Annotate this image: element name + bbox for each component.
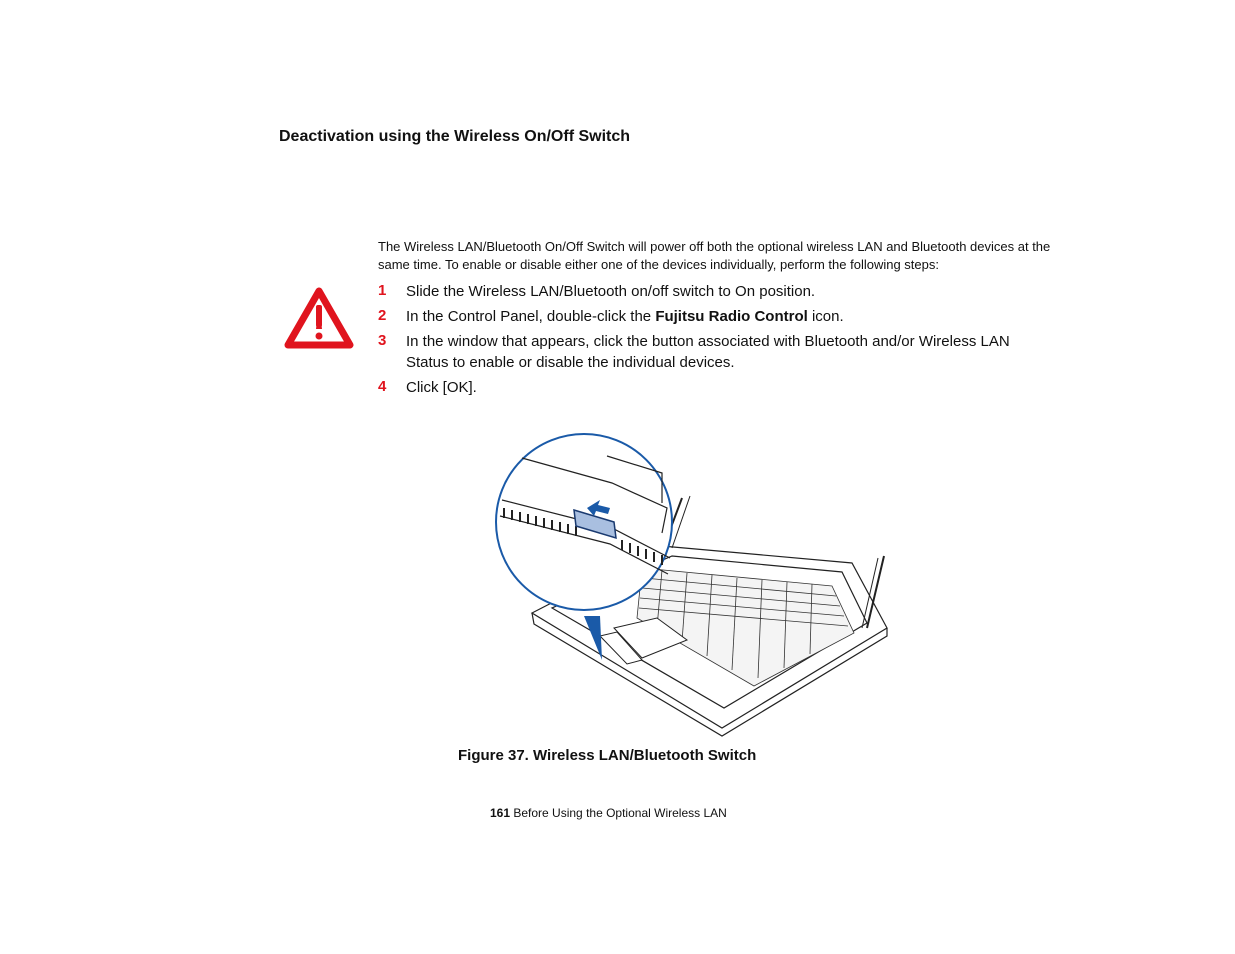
warning-triangle-icon [284,287,354,351]
step-text: Slide the Wireless LAN/Bluetooth on/off switch to On position. [406,283,816,300]
step-number: 1 [378,282,387,299]
step-text-post: icon. [807,308,844,325]
section-title: Deactivation using the Wireless On/Off Switch [279,128,631,145]
step-text: Click [OK]. [406,379,477,396]
step-text-pre: In the Control Panel, double-click the [406,308,656,325]
footer-text: Before Using the Optional Wireless LAN [510,806,727,820]
step-number: 4 [378,378,387,395]
step-text [406,306,1046,327]
step-number: 2 [378,307,387,324]
step-number: 3 [378,332,387,349]
page-footer [490,806,727,820]
figure-caption: Figure 37. Wireless LAN/Bluetooth Switch [458,747,757,764]
intro-paragraph: The Wireless LAN/Bluetooth On/Off Switch will power off both the optional wireless LAN and Bluetooth devices at the same time. To enable or disable either one of the devices individually, perform the following steps: [378,239,1051,272]
laptop-illustration [492,428,892,738]
step-text: In the window that appears, click the button associated with Bluetooth and/or Wireless LAN Status to enable or disable the individual devices. [406,333,1010,371]
step-text-bold: Fujitsu Radio Control [655,308,808,325]
page-number: 161 [490,806,511,820]
